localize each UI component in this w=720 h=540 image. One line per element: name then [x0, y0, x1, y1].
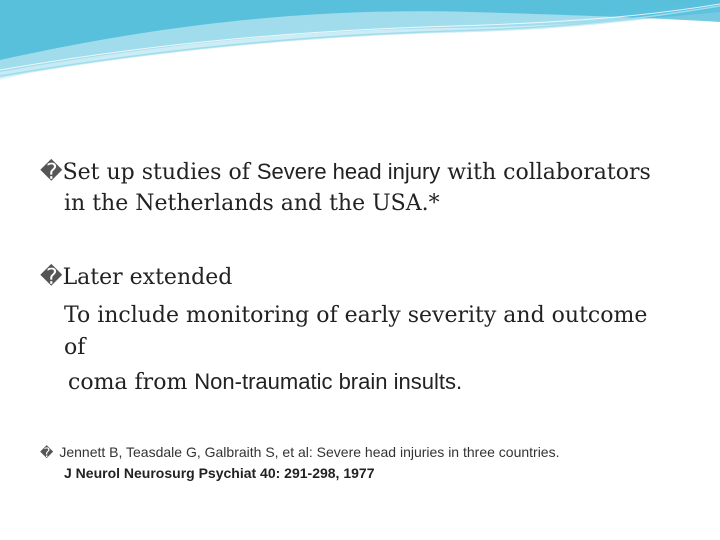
bullet-2-line-3: of	[64, 335, 86, 360]
bullet-2-line-1: �Later extended	[40, 265, 233, 290]
bullet-1-line-1: �Set up studies of Severe head injury with collaborators	[40, 159, 651, 185]
reference-line-1: � Jennett B, Teasdale G, Galbraith S, et al: Severe head injuries in three countries.	[40, 444, 560, 461]
header-wave-decoration	[0, 0, 720, 90]
reference-line-2: J Neurol Neurosurg Psychiat 40: 291-298, 1977	[64, 465, 375, 481]
bullet-icon: �	[40, 160, 63, 185]
bullet-2-line-2: To include monitoring of early severity and outcome	[64, 303, 648, 328]
bullet-icon: �	[40, 446, 54, 461]
bullet-2-line-4: coma from Non-traumatic brain insults.	[68, 369, 463, 395]
bullet-icon: �	[40, 265, 63, 290]
bullet-1-line-2: in the Netherlands and the USA.*	[64, 191, 440, 216]
